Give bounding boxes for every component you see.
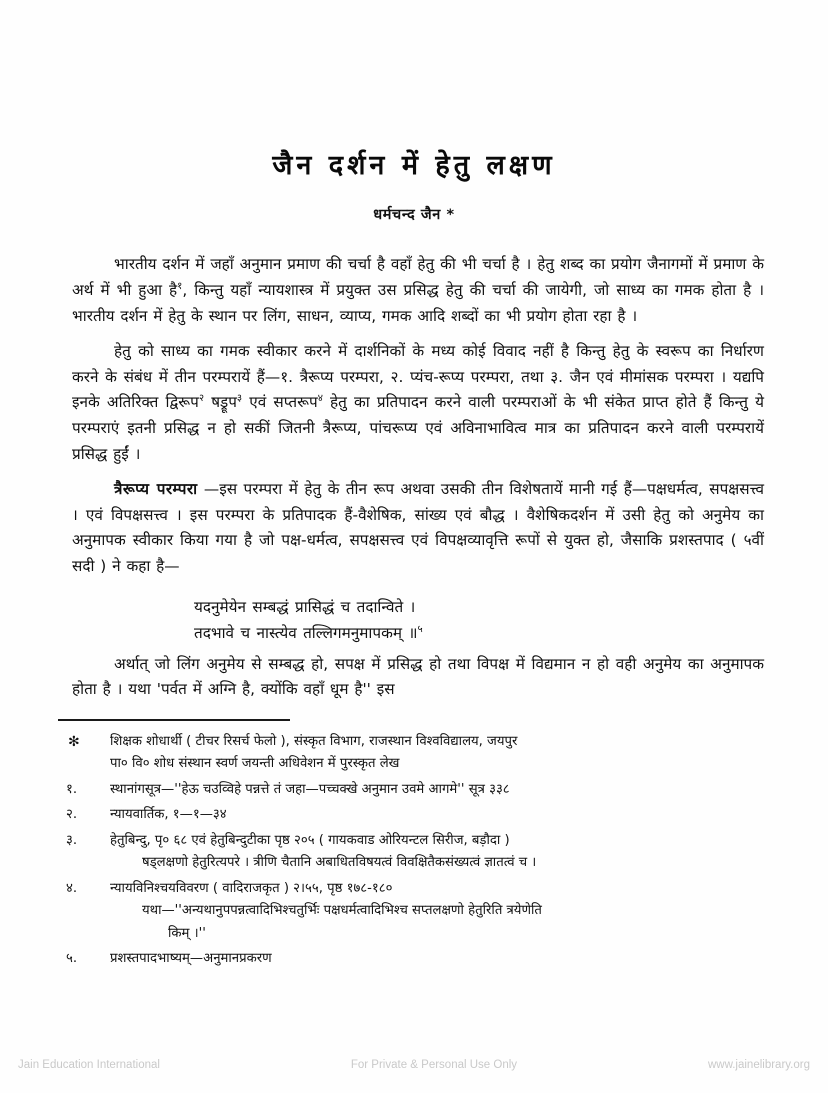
paragraph-2-text-after: हेतु का प्रतिपादन करने वाली परम्पराओं के भी संकेत प्राप्त होते हैं किन्तु ये परम्पराएं इतनी प्रसिद्ध न हो सकीं जितनी त्रैरूप्य, पांचरूप्य एवं अविनाभावित्व मात्र का प्रतिपादन करने वाली परम्परायें प्रसिद्ध हुईं ।: [72, 393, 764, 463]
footnote-ref-4: ४: [317, 393, 323, 405]
footnote-marker: ✻: [68, 733, 80, 750]
footnote-body: [110, 948, 778, 971]
footnote-marker: ५.: [66, 951, 78, 967]
footnote-marker: २.: [66, 807, 78, 823]
footnote-body: [110, 804, 778, 827]
footer-usage-notice: For Private & Personal Use Only: [350, 1059, 518, 1071]
footnote-item-3: [58, 830, 778, 875]
footnote-line: किम् ।'': [168, 925, 206, 941]
paragraph-4: अर्थात् जो लिंग अनुमेय से सम्बद्ध हो, सपक्ष में प्रसिद्ध हो तथा विपक्ष में विद्यमान न हो वही अनुमेय का अनुमापक होता है । यथा 'पर्वत में अग्नि है, क्योंकि वहाँ धूम है'' इस: [72, 654, 764, 699]
footnote-body: [110, 878, 778, 946]
footnote-separator: [58, 719, 290, 721]
footnote-ref-1: १: [177, 280, 183, 292]
footnote-line: षड्लक्षणो हेतुरित्यपरे । त्रीणि चैतानि अबाधितविषयत्वं विवक्षितैकसंख्यत्वं ज्ञातत्वं च ।: [142, 855, 537, 871]
footnote-marker: ३.: [66, 832, 78, 848]
title-block: [0, 150, 828, 224]
footnote-item-5: [58, 948, 778, 971]
page-title: जैन दर्शन में हेतु लक्षण: [272, 150, 556, 181]
footnote-line: प्रशस्तपादभाष्यम्—अनुमानप्रकरण: [110, 951, 272, 967]
paragraph-1-text-after: , किन्तु यहाँ न्यायशास्त्र में प्रयुक्त उस प्रसिद्ध हेतु की चर्चा की जायेगी, जो साध्य का गमक होता है । भारतीय दर्शन में हेतु के स्थान पर लिंग, साधन, व्याप्य, गमक आदि शब्दों का भी प्रयोग होता रहा है ।: [72, 280, 764, 325]
footnote-line: शिक्षक शोधार्थी ( टीचर रिसर्च फेलो ), संस्कृत विभाग, राजस्थान विश्वविद्यालय, जयपुर: [110, 733, 518, 749]
paragraph-2-text: हेतु को साध्य का गमक स्वीकार करने में दार्शनिकों के मध्य कोई विवाद नहीं है किन्तु हेतु के स्वरूप का निर्धारण करने के संबंध में तीन परम्परायें हैं—१. त्रैरूप्य परम्परा, २. प्यंच-रूप्य परम्परा, तथा ३. जैन एवं मीमांसक परम्परा । यद्यपि इनके अतिरिक्त द्विरूप: [72, 342, 764, 412]
footnote-line: स्थानांगसूत्र—''हेऊ चउव्विहे पन्नत्ते तं जहा—पच्चक्खे अनुमान उवमे आगमे'' सूत्र ३३८: [110, 781, 510, 797]
footnote-line: पा० वि० शोध संस्थान स्वर्ण जयन्ती अधिवेशन में पुरस्कृत लेख: [110, 756, 400, 772]
footnote-line: न्यायवार्तिक, १—१—३४: [110, 807, 227, 823]
footnote-body: [110, 731, 778, 776]
footer-organization: Jain Education International: [18, 1059, 160, 1071]
footnote-line: यथा—''अन्यथानुपपन्नत्वादिभिश्चतुर्भिः पक्षधर्मत्वादिभिश्च सप्तलक्षणो हेतुरिति त्रयेणेति: [142, 903, 542, 919]
verse-line-2-wrap: [194, 620, 764, 646]
page-footer: [0, 1059, 828, 1071]
article-body: [64, 252, 764, 702]
paragraph-2: [72, 339, 764, 467]
footnote-line: हेतुबिन्दु, पृ० ६८ एवं हेतुबिन्दुटीका पृष्ठ २०५ ( गायकवाड ओरियन्टल सिरीज, बड़ौदा ): [110, 832, 510, 848]
footnote-marker: १.: [66, 781, 78, 797]
footnote-ref-3: ३: [236, 393, 243, 405]
paragraph-1-text: भारतीय दर्शन में जहाँ अनुमान प्रमाण की चर्चा है वहाँ हेतु की भी चर्चा है । हेतु शब्द का प्रयोग जैनागमों में प्रमाण के अर्थ में भी हुआ है: [72, 255, 764, 299]
footnote-body: [110, 779, 778, 802]
footnote-item-star: [58, 731, 778, 776]
footnote-marker: ४.: [66, 880, 78, 896]
footnote-body: [110, 830, 778, 875]
footnote-item-4: [58, 878, 778, 946]
footer-website-url[interactable]: www.jainelibrary.org: [707, 1059, 810, 1071]
verse-line-2: तदभावे च नास्त्येव तल्लिगमनुमापकम् ॥: [194, 623, 418, 642]
paragraph-3-lead: त्रैरूप्य परम्परा: [114, 480, 198, 499]
paragraph-1: [72, 252, 764, 329]
footnote-ref-5: ५: [417, 623, 423, 635]
paragraph-3: [72, 477, 764, 579]
footnote-item-1: [58, 779, 778, 802]
footnotes-list: [58, 731, 778, 971]
paragraph-3-text: —इस परम्परा में हेतु के तीन रूप अथवा उसकी तीन विशेषतायें मानी गई हैं—पक्षधर्मत्व, सपक्षसत्त्व । एवं विपक्षसत्त्व । इस परम्परा के प्रतिपादक हैं-वैशेषिक, सांख्य एवं बौद्ध । वैशेषिकदर्शन में उसी हेतु को अनुमेय का अनुमापक स्वीकार किया गया है जो पक्ष-धर्मत्व, सपक्षसत्त्व एवं विपक्षव्यावृत्ति रूपों से युक्त हो, जैसाकि प्रशस्तपाद ( ५वीं सदी ) ने कहा है—: [72, 480, 764, 575]
footnote-item-2: [58, 804, 778, 827]
paragraph-2-text-mid: षड्रूप: [204, 393, 237, 412]
author-byline: धर्मचन्द जैन *: [373, 207, 455, 224]
paragraph-2-text-mid2: एवं सप्तरूप: [242, 393, 318, 412]
verse-line-1: यदनुमेयेन सम्बद्धं प्रासिद्धं च तदान्विते ।: [194, 597, 416, 616]
sanskrit-verse-quote: [72, 594, 764, 646]
footnote-line: न्यायविनिश्चयविवरण ( वादिराजकृत ) २।५५, पृष्ठ १७८-१८०: [110, 880, 393, 896]
footnote-ref-2: २: [198, 393, 205, 405]
